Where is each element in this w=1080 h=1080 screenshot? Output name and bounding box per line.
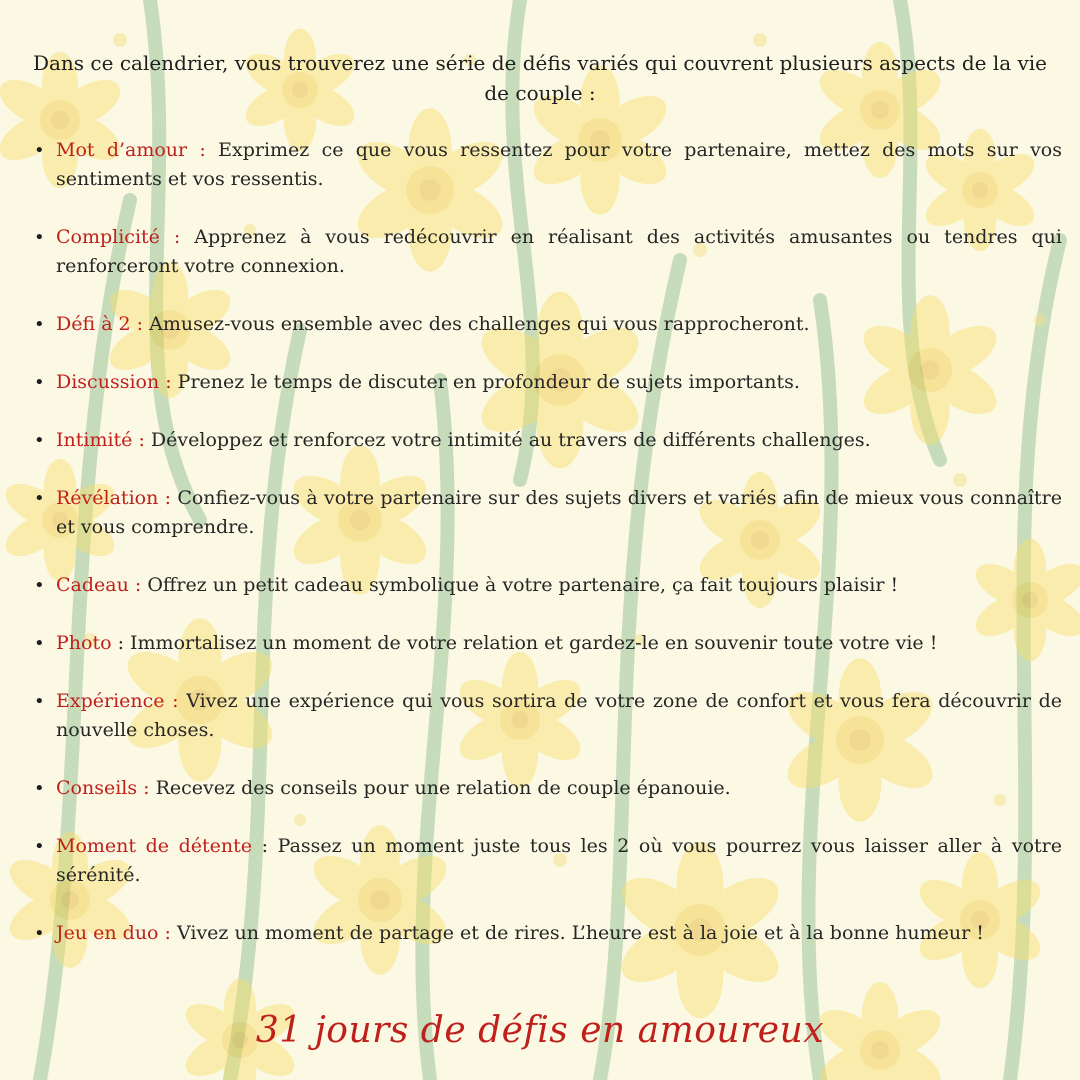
item-label: Mot d’amour : (56, 139, 206, 161)
item-label: Expérience : (56, 690, 179, 712)
bullet-icon: • (34, 836, 45, 857)
list-item (20, 687, 1062, 745)
bullet-icon: • (34, 430, 45, 451)
bullet-icon: • (34, 314, 45, 335)
bullet-icon: • (34, 227, 45, 248)
list-item (20, 484, 1062, 542)
item-text: Vivez une expérience qui vous sortira de votre zone de confort et vous fera découvrir de nouvelle choses. (56, 690, 1062, 741)
bullet-icon: • (34, 923, 45, 944)
list-item (20, 629, 1062, 658)
bullet-icon: • (34, 778, 45, 799)
list-item (20, 223, 1062, 281)
item-label: Conseils : (56, 777, 150, 799)
bullet-icon: • (34, 633, 45, 654)
item-label: Révélation : (56, 487, 172, 509)
item-text: Vivez un moment de partage et de rires. L’heure est à la joie et à la bonne humeur ! (170, 922, 984, 944)
bullet-icon: • (34, 140, 45, 161)
item-label: Jeu en duo : (56, 922, 171, 944)
challenge-list (20, 136, 1062, 977)
item-label: Discussion : (56, 371, 172, 393)
item-label: Défi à 2 : (56, 313, 144, 335)
item-text: Développez et renforcez votre intimité au travers de différents challenges. (144, 429, 871, 451)
item-text: Exprimez ce que vous ressentez pour votre partenaire, mettez des mots sur vos sentiments et vos ressentis. (56, 139, 1062, 190)
item-text: Recevez des conseils pour une relation de couple épanouie. (149, 777, 731, 799)
footer-title: 31 jours de défis en amoureux (255, 1010, 825, 1051)
intro-text: Dans ce calendrier, vous trouverez une série de défis variés qui couvrent plusieurs aspects de la vie de couple : (32, 51, 1048, 105)
item-text: Offrez un petit cadeau symbolique à votre partenaire, ça fait toujours plaisir ! (141, 574, 899, 596)
bullet-icon: • (34, 488, 45, 509)
item-label: Photo (56, 632, 112, 654)
list-item (20, 368, 1062, 397)
list-item (20, 774, 1062, 803)
list-item (20, 136, 1062, 194)
item-label: Complicité : (56, 226, 181, 248)
item-text: Prenez le temps de discuter en profondeur de sujets importants. (171, 371, 800, 393)
bullet-icon: • (34, 372, 45, 393)
item-label: Moment de détente (56, 835, 253, 857)
list-item (20, 426, 1062, 455)
bullet-icon: • (34, 575, 45, 596)
list-item (20, 310, 1062, 339)
item-text: Confiez-vous à votre partenaire sur des sujets divers et variés afin de mieux vous connaître et vous comprendre. (56, 487, 1063, 538)
item-text: : Passez un moment juste tous les 2 où vous pourrez vous laisser aller à votre sérénité. (56, 835, 1062, 886)
list-item (20, 832, 1062, 890)
item-label: Cadeau : (56, 574, 142, 596)
list-item (20, 919, 1062, 948)
item-text: Apprenez à vous redécouvrir en réalisant des activités amusantes ou tendres qui renforceront votre connexion. (56, 226, 1062, 277)
item-text: Amusez-vous ensemble avec des challenges qui vous rapprocheront. (143, 313, 810, 335)
list-item (20, 571, 1062, 600)
item-text: : Immortalisez un moment de votre relation et gardez-le en souvenir toute votre vie ! (111, 632, 938, 654)
bullet-icon: • (34, 691, 45, 712)
item-label: Intimité : (56, 429, 145, 451)
